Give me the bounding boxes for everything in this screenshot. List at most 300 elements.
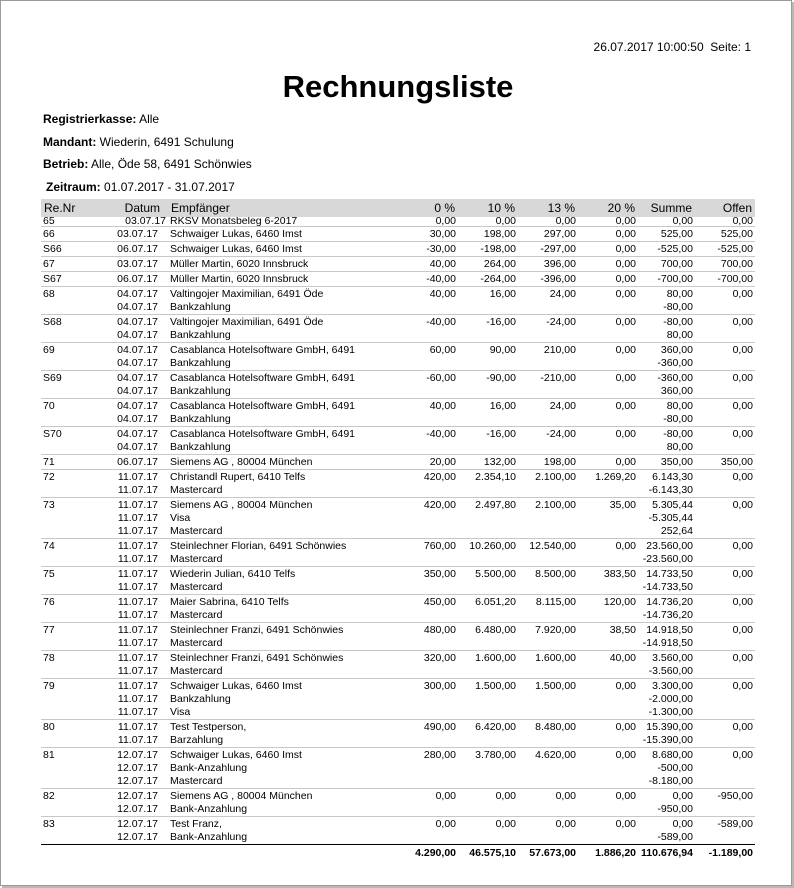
cell-0pct: -40,00 (426, 316, 456, 328)
table-row (41, 242, 755, 257)
cell-summe-line: 14.736,20 (646, 596, 693, 608)
cell-renr: 79 (43, 680, 55, 692)
cell-summe-line: -80,00 (663, 413, 693, 425)
cell-empfaenger-line: Bank-Anzahlung (170, 762, 248, 774)
cell-offen: 0,00 (732, 721, 753, 733)
cell-summe-line: -3.560,00 (648, 665, 693, 677)
cell-renr: 67 (43, 258, 55, 270)
cell-13pct: 0,00 (555, 217, 576, 227)
cell-datum-line: 03.07.17 (125, 217, 166, 227)
cell-10pct: -16,00 (486, 428, 516, 440)
cell-20pct: 0,00 (615, 749, 636, 761)
cell-datum-line: 11.07.17 (117, 596, 158, 608)
cell-empfaenger-line: Bank-Anzahlung (170, 831, 248, 843)
cell-empfaenger-line: Mastercard (170, 775, 223, 787)
cell-summe (638, 427, 695, 455)
filter-value: 01.07.2017 - 31.07.2017 (104, 180, 235, 194)
cell-offen: 0,00 (732, 499, 753, 511)
print-info (594, 40, 751, 54)
cell-datum-line: 11.07.17 (117, 484, 158, 496)
table-row (41, 287, 755, 315)
cell-20pct: 0,00 (615, 258, 636, 270)
cell-empfaenger (168, 651, 401, 679)
cell-summe-line: -360,00 (657, 357, 693, 369)
cell-0pct: 420,00 (423, 471, 456, 483)
cell-summe-line: -14.736,20 (642, 609, 693, 621)
cell-summe-line: 80,00 (666, 400, 693, 412)
cell-summe-line: -6.143,30 (648, 484, 693, 496)
cell-empfaenger (168, 567, 401, 595)
cell-empfaenger-line: Bankzahlung (170, 693, 231, 705)
cell-summe-line: 700,00 (660, 258, 693, 270)
table-row (41, 539, 755, 567)
cell-20pct: 0,00 (615, 540, 636, 552)
cell-13pct: 0,00 (555, 818, 576, 830)
cell-offen: 0,00 (732, 428, 753, 440)
cell-datum-line: 06.07.17 (117, 243, 158, 255)
table-row (41, 427, 755, 455)
cell-datum-line: 11.07.17 (117, 609, 158, 621)
filter-registrierkasse (43, 112, 159, 126)
cell-10pct: 2.497,80 (475, 499, 516, 511)
cell-empfaenger (168, 623, 401, 651)
cell-summe (638, 748, 695, 789)
table-row (41, 343, 755, 371)
cell-renr: S66 (43, 243, 62, 255)
cell-empfaenger-line: Bankzahlung (170, 413, 231, 425)
table-row (41, 227, 755, 242)
cell-10pct: 0,00 (495, 217, 516, 227)
cell-empfaenger-line: RKSV Monatsbeleg 6-2017 (170, 217, 298, 227)
cell-20pct: 0,00 (615, 228, 636, 240)
table-row (41, 679, 755, 720)
cell-10pct: 3.780,00 (475, 749, 516, 761)
cell-renr: 81 (43, 749, 55, 761)
cell-empfaenger-line: Müller Martin, 6020 Innsbruck (170, 258, 309, 270)
cell-0pct: 20,00 (429, 456, 456, 468)
filter-value: Wiederin, 6491 Schulung (99, 135, 234, 149)
cell-datum-line: 11.07.17 (117, 525, 158, 537)
table-row (41, 455, 755, 470)
cell-summe-line: 23.560,00 (646, 540, 693, 552)
cell-renr: S70 (43, 428, 62, 440)
cell-datum (81, 227, 168, 242)
filter-label: Registrierkasse: (43, 112, 137, 126)
total-summe: 110.676,94 (638, 845, 695, 860)
cell-empfaenger (168, 343, 401, 371)
cell-datum-line: 04.07.17 (117, 441, 158, 453)
cell-renr: 83 (43, 818, 55, 830)
cell-renr: 66 (43, 228, 55, 240)
cell-datum (81, 257, 168, 272)
cell-13pct: 2.100,00 (535, 471, 576, 483)
cell-datum-line: 11.07.17 (117, 734, 158, 746)
cell-offen: 0,00 (732, 217, 753, 227)
cell-empfaenger-line: Valtingojer Maximilian, 6491 Öde (170, 316, 324, 328)
cell-0pct: -40,00 (426, 428, 456, 440)
cell-10pct: 1.500,00 (475, 680, 516, 692)
cell-datum-line: 04.07.17 (117, 344, 158, 356)
cell-summe-line: 0,00 (672, 790, 693, 802)
cell-datum-line: 11.07.17 (117, 499, 158, 511)
cell-13pct: 210,00 (543, 344, 576, 356)
col-renr: Re.Nr (41, 199, 81, 217)
page-title: Rechnungsliste (282, 69, 514, 104)
cell-10pct: 198,00 (483, 228, 516, 240)
cell-summe-line: 6.143,30 (652, 471, 693, 483)
cell-20pct: 38,50 (609, 624, 636, 636)
cell-empfaenger (168, 720, 401, 748)
cell-datum-line: 11.07.17 (117, 665, 158, 677)
table-row (41, 817, 755, 845)
col-10pct: 10 % (458, 199, 518, 217)
cell-offen: 0,00 (732, 680, 753, 692)
cell-20pct: 0,00 (615, 316, 636, 328)
cell-0pct: 480,00 (423, 624, 456, 636)
cell-summe (638, 257, 695, 272)
cell-20pct: 0,00 (615, 273, 636, 285)
cell-empfaenger-line: Bankzahlung (170, 357, 231, 369)
cell-datum (81, 595, 168, 623)
cell-datum (81, 315, 168, 343)
cell-datum (81, 679, 168, 720)
cell-13pct: 8.500,00 (535, 568, 576, 580)
cell-summe-line: -2.000,00 (648, 693, 693, 705)
cell-empfaenger-line: Müller Martin, 6020 Innsbruck (170, 273, 309, 285)
cell-renr: 76 (43, 596, 55, 608)
cell-empfaenger (168, 399, 401, 427)
cell-datum-line: 03.07.17 (117, 258, 158, 270)
cell-offen: 0,00 (732, 568, 753, 580)
cell-empfaenger (168, 539, 401, 567)
cell-empfaenger (168, 287, 401, 315)
cell-0pct: -40,00 (426, 273, 456, 285)
cell-13pct: 0,00 (555, 790, 576, 802)
cell-offen: 0,00 (732, 288, 753, 300)
filter-mandant (43, 135, 234, 149)
total-offen: -1.189,00 (695, 845, 755, 860)
invoice-table (41, 199, 755, 859)
cell-20pct: 120,00 (603, 596, 636, 608)
cell-datum (81, 498, 168, 539)
cell-offen: 350,00 (720, 456, 753, 468)
cell-10pct: 90,00 (489, 344, 516, 356)
table-row (41, 720, 755, 748)
total-13pct: 57.673,00 (518, 845, 578, 860)
cell-empfaenger-line: Schwaiger Lukas, 6460 Imst (170, 680, 302, 692)
cell-summe-line: 5.305,44 (652, 499, 693, 511)
cell-summe (638, 242, 695, 257)
cell-empfaenger-line: Test Franz, (170, 818, 222, 830)
cell-10pct: 16,00 (489, 400, 516, 412)
cell-20pct: 40,00 (609, 652, 636, 664)
cell-summe (638, 272, 695, 287)
cell-renr: 72 (43, 471, 55, 483)
cell-10pct: -16,00 (486, 316, 516, 328)
table-row (41, 595, 755, 623)
col-summe: Summe (638, 199, 695, 217)
cell-summe (638, 399, 695, 427)
totals-row (41, 845, 755, 860)
cell-10pct: 0,00 (495, 790, 516, 802)
cell-renr: S67 (43, 273, 62, 285)
cell-offen: 0,00 (732, 400, 753, 412)
cell-empfaenger-line: Siemens AG , 80004 München (170, 790, 313, 802)
cell-20pct: 1.269,20 (595, 471, 636, 483)
cell-summe (638, 371, 695, 399)
cell-10pct: 0,00 (495, 818, 516, 830)
cell-datum-line: 11.07.17 (117, 693, 158, 705)
cell-20pct: 0,00 (615, 400, 636, 412)
cell-datum-line: 04.07.17 (117, 413, 158, 425)
cell-summe-line: 350,00 (660, 456, 693, 468)
cell-10pct: 10.260,00 (469, 540, 516, 552)
cell-datum-line: 11.07.17 (117, 568, 158, 580)
cell-10pct: 132,00 (483, 456, 516, 468)
cell-datum-line: 11.07.17 (117, 512, 158, 524)
cell-empfaenger-line: Mastercard (170, 665, 223, 677)
cell-datum-line: 12.07.17 (117, 831, 158, 843)
cell-20pct: 0,00 (615, 344, 636, 356)
cell-renr: 73 (43, 499, 55, 511)
cell-datum (81, 287, 168, 315)
cell-summe-line: -950,00 (657, 803, 693, 815)
cell-datum-line: 04.07.17 (117, 428, 158, 440)
cell-summe (638, 679, 695, 720)
table-row (41, 623, 755, 651)
cell-datum-line: 03.07.17 (117, 228, 158, 240)
cell-0pct: 450,00 (423, 596, 456, 608)
total-20pct: 1.886,20 (578, 845, 638, 860)
cell-summe (638, 227, 695, 242)
cell-datum (81, 539, 168, 567)
cell-10pct: 2.354,10 (475, 471, 516, 483)
cell-empfaenger-line: Mastercard (170, 525, 223, 537)
filter-betrieb (43, 157, 252, 171)
table-row (41, 315, 755, 343)
cell-0pct: 40,00 (429, 400, 456, 412)
cell-summe-line: -14.918,50 (642, 637, 693, 649)
col-empfaenger: Empfänger (168, 199, 401, 217)
cell-datum-line: 04.07.17 (117, 329, 158, 341)
cell-0pct: 490,00 (423, 721, 456, 733)
cell-10pct: -90,00 (486, 372, 516, 384)
cell-summe-line: 360,00 (660, 385, 693, 397)
cell-offen: 0,00 (732, 471, 753, 483)
cell-0pct: 350,00 (423, 568, 456, 580)
cell-datum-line: 12.07.17 (117, 818, 158, 830)
cell-offen: 0,00 (732, 749, 753, 761)
cell-summe-line: 0,00 (672, 818, 693, 830)
cell-datum-line: 11.07.17 (117, 706, 158, 718)
cell-summe-line: 14.733,50 (646, 568, 693, 580)
table-row (41, 217, 755, 227)
cell-datum (81, 217, 168, 227)
cell-datum-line: 12.07.17 (117, 803, 158, 815)
cell-empfaenger-line: Valtingojer Maximilian, 6491 Öde (170, 288, 324, 300)
total-10pct: 46.575,10 (458, 845, 518, 860)
cell-summe-line: -23.560,00 (642, 553, 693, 565)
cell-summe-line: -80,00 (663, 428, 693, 440)
cell-summe (638, 789, 695, 817)
cell-empfaenger-line: Casablanca Hotelsoftware GmbH, 6491 (170, 400, 356, 412)
cell-13pct: 2.100,00 (535, 499, 576, 511)
cell-datum-line: 11.07.17 (117, 652, 158, 664)
cell-summe (638, 498, 695, 539)
cell-summe-line: -589,00 (657, 831, 693, 843)
cell-10pct: -264,00 (480, 273, 516, 285)
cell-empfaenger-line: Bankzahlung (170, 385, 231, 397)
cell-empfaenger (168, 272, 401, 287)
cell-datum-line: 04.07.17 (117, 357, 158, 369)
cell-0pct: 40,00 (429, 288, 456, 300)
cell-summe-line: -5.305,44 (648, 512, 693, 524)
cell-13pct: 1.500,00 (535, 680, 576, 692)
cell-summe-line: -360,00 (657, 372, 693, 384)
cell-empfaenger (168, 217, 401, 227)
col-offen: Offen (695, 199, 755, 217)
cell-20pct: 0,00 (615, 243, 636, 255)
cell-summe-line: -80,00 (663, 301, 693, 313)
cell-offen: 0,00 (732, 652, 753, 664)
cell-0pct: 760,00 (423, 540, 456, 552)
cell-summe-line: 14.918,50 (646, 624, 693, 636)
table-row (41, 371, 755, 399)
cell-empfaenger-line: Steinlechner Florian, 6491 Schönwies (170, 540, 347, 552)
cell-empfaenger (168, 455, 401, 470)
cell-empfaenger-line: Bankzahlung (170, 441, 231, 453)
cell-summe-line: -525,00 (657, 243, 693, 255)
cell-empfaenger-line: Schwaiger Lukas, 6460 Imst (170, 228, 302, 240)
cell-13pct: -24,00 (546, 316, 576, 328)
cell-13pct: 24,00 (549, 288, 576, 300)
cell-summe (638, 343, 695, 371)
cell-20pct: 35,00 (609, 499, 636, 511)
cell-datum (81, 651, 168, 679)
cell-empfaenger (168, 227, 401, 242)
col-13pct: 13 % (518, 199, 578, 217)
cell-summe (638, 470, 695, 498)
cell-offen: 525,00 (720, 228, 753, 240)
cell-empfaenger-line: Mastercard (170, 484, 223, 496)
cell-13pct: -297,00 (540, 243, 576, 255)
cell-datum (81, 748, 168, 789)
cell-offen: -700,00 (717, 273, 753, 285)
cell-empfaenger (168, 748, 401, 789)
cell-empfaenger-line: Mastercard (170, 581, 223, 593)
filter-label: Betrieb: (43, 157, 89, 171)
print-timestamp: 26.07.2017 10:00:50 (593, 40, 704, 54)
col-datum: Datum (81, 199, 168, 217)
cell-0pct: 0,00 (435, 818, 456, 830)
cell-empfaenger-line: Visa (170, 512, 191, 524)
page-number: Seite: 1 (710, 40, 751, 54)
cell-summe-line: 80,00 (666, 441, 693, 453)
cell-datum-line: 04.07.17 (117, 301, 158, 313)
cell-offen: 0,00 (732, 344, 753, 356)
col-20pct: 20 % (578, 199, 638, 217)
filter-label: Mandant: (43, 135, 97, 149)
cell-datum-line: 04.07.17 (117, 288, 158, 300)
cell-13pct: 8.480,00 (535, 721, 576, 733)
cell-renr: 74 (43, 540, 55, 552)
cell-renr: 80 (43, 721, 55, 733)
cell-datum-line: 11.07.17 (117, 624, 158, 636)
cell-empfaenger-line: Mastercard (170, 637, 223, 649)
table-row (41, 651, 755, 679)
cell-20pct: 0,00 (615, 288, 636, 300)
cell-summe-line: 80,00 (666, 288, 693, 300)
cell-empfaenger-line: Test Testperson, (170, 721, 247, 733)
cell-10pct: 1.600,00 (475, 652, 516, 664)
total-0pct: 4.290,00 (401, 845, 458, 860)
cell-20pct: 0,00 (615, 721, 636, 733)
cell-summe (638, 287, 695, 315)
cell-datum-line: 11.07.17 (117, 721, 158, 733)
cell-datum (81, 399, 168, 427)
cell-empfaenger-line: Siemens AG , 80004 München (170, 499, 313, 511)
cell-renr: 75 (43, 568, 55, 580)
cell-empfaenger (168, 817, 401, 845)
cell-summe (638, 455, 695, 470)
cell-empfaenger (168, 595, 401, 623)
cell-datum-line: 04.07.17 (117, 316, 158, 328)
cell-offen: 0,00 (732, 372, 753, 384)
table-row (41, 257, 755, 272)
cell-13pct: 1.600,00 (535, 652, 576, 664)
cell-empfaenger-line: Casablanca Hotelsoftware GmbH, 6491 (170, 372, 356, 384)
cell-datum-line: 11.07.17 (117, 553, 158, 565)
cell-0pct: 420,00 (423, 499, 456, 511)
cell-empfaenger-line: Maier Sabrina, 6410 Telfs (170, 596, 289, 608)
filter-value: Alle, Öde 58, 6491 Schönwies (91, 157, 252, 171)
invoice-rows (41, 217, 755, 845)
cell-empfaenger-line: Mastercard (170, 609, 223, 621)
cell-summe (638, 817, 695, 845)
cell-summe-line: 360,00 (660, 344, 693, 356)
cell-datum-line: 04.07.17 (117, 372, 158, 384)
cell-summe-line: 252,64 (660, 525, 693, 537)
cell-0pct: 300,00 (423, 680, 456, 692)
cell-empfaenger-line: Bank-Anzahlung (170, 803, 248, 815)
cell-summe-line: 525,00 (660, 228, 693, 240)
cell-0pct: 0,00 (435, 790, 456, 802)
cell-summe-line: 8.680,00 (652, 749, 693, 761)
cell-20pct: 383,50 (603, 568, 636, 580)
cell-empfaenger-line: Bankzahlung (170, 301, 231, 313)
cell-empfaenger-line: Barzahlung (170, 734, 224, 746)
cell-empfaenger (168, 257, 401, 272)
cell-datum-line: 06.07.17 (117, 456, 158, 468)
cell-summe (638, 539, 695, 567)
cell-10pct: -198,00 (480, 243, 516, 255)
col-0pct: 0 % (401, 199, 458, 217)
cell-datum-line: 04.07.17 (117, 385, 158, 397)
cell-datum-line: 11.07.17 (117, 581, 158, 593)
cell-renr: S69 (43, 372, 62, 384)
cell-datum-line: 12.07.17 (117, 775, 158, 787)
cell-0pct: 0,00 (435, 217, 456, 227)
cell-renr: 78 (43, 652, 55, 664)
cell-13pct: 297,00 (543, 228, 576, 240)
table-header (41, 199, 755, 217)
cell-offen: -950,00 (717, 790, 753, 802)
cell-empfaenger (168, 371, 401, 399)
cell-datum-line: 12.07.17 (117, 749, 158, 761)
cell-13pct: 4.620,00 (535, 749, 576, 761)
cell-offen: 0,00 (732, 596, 753, 608)
cell-13pct: 24,00 (549, 400, 576, 412)
